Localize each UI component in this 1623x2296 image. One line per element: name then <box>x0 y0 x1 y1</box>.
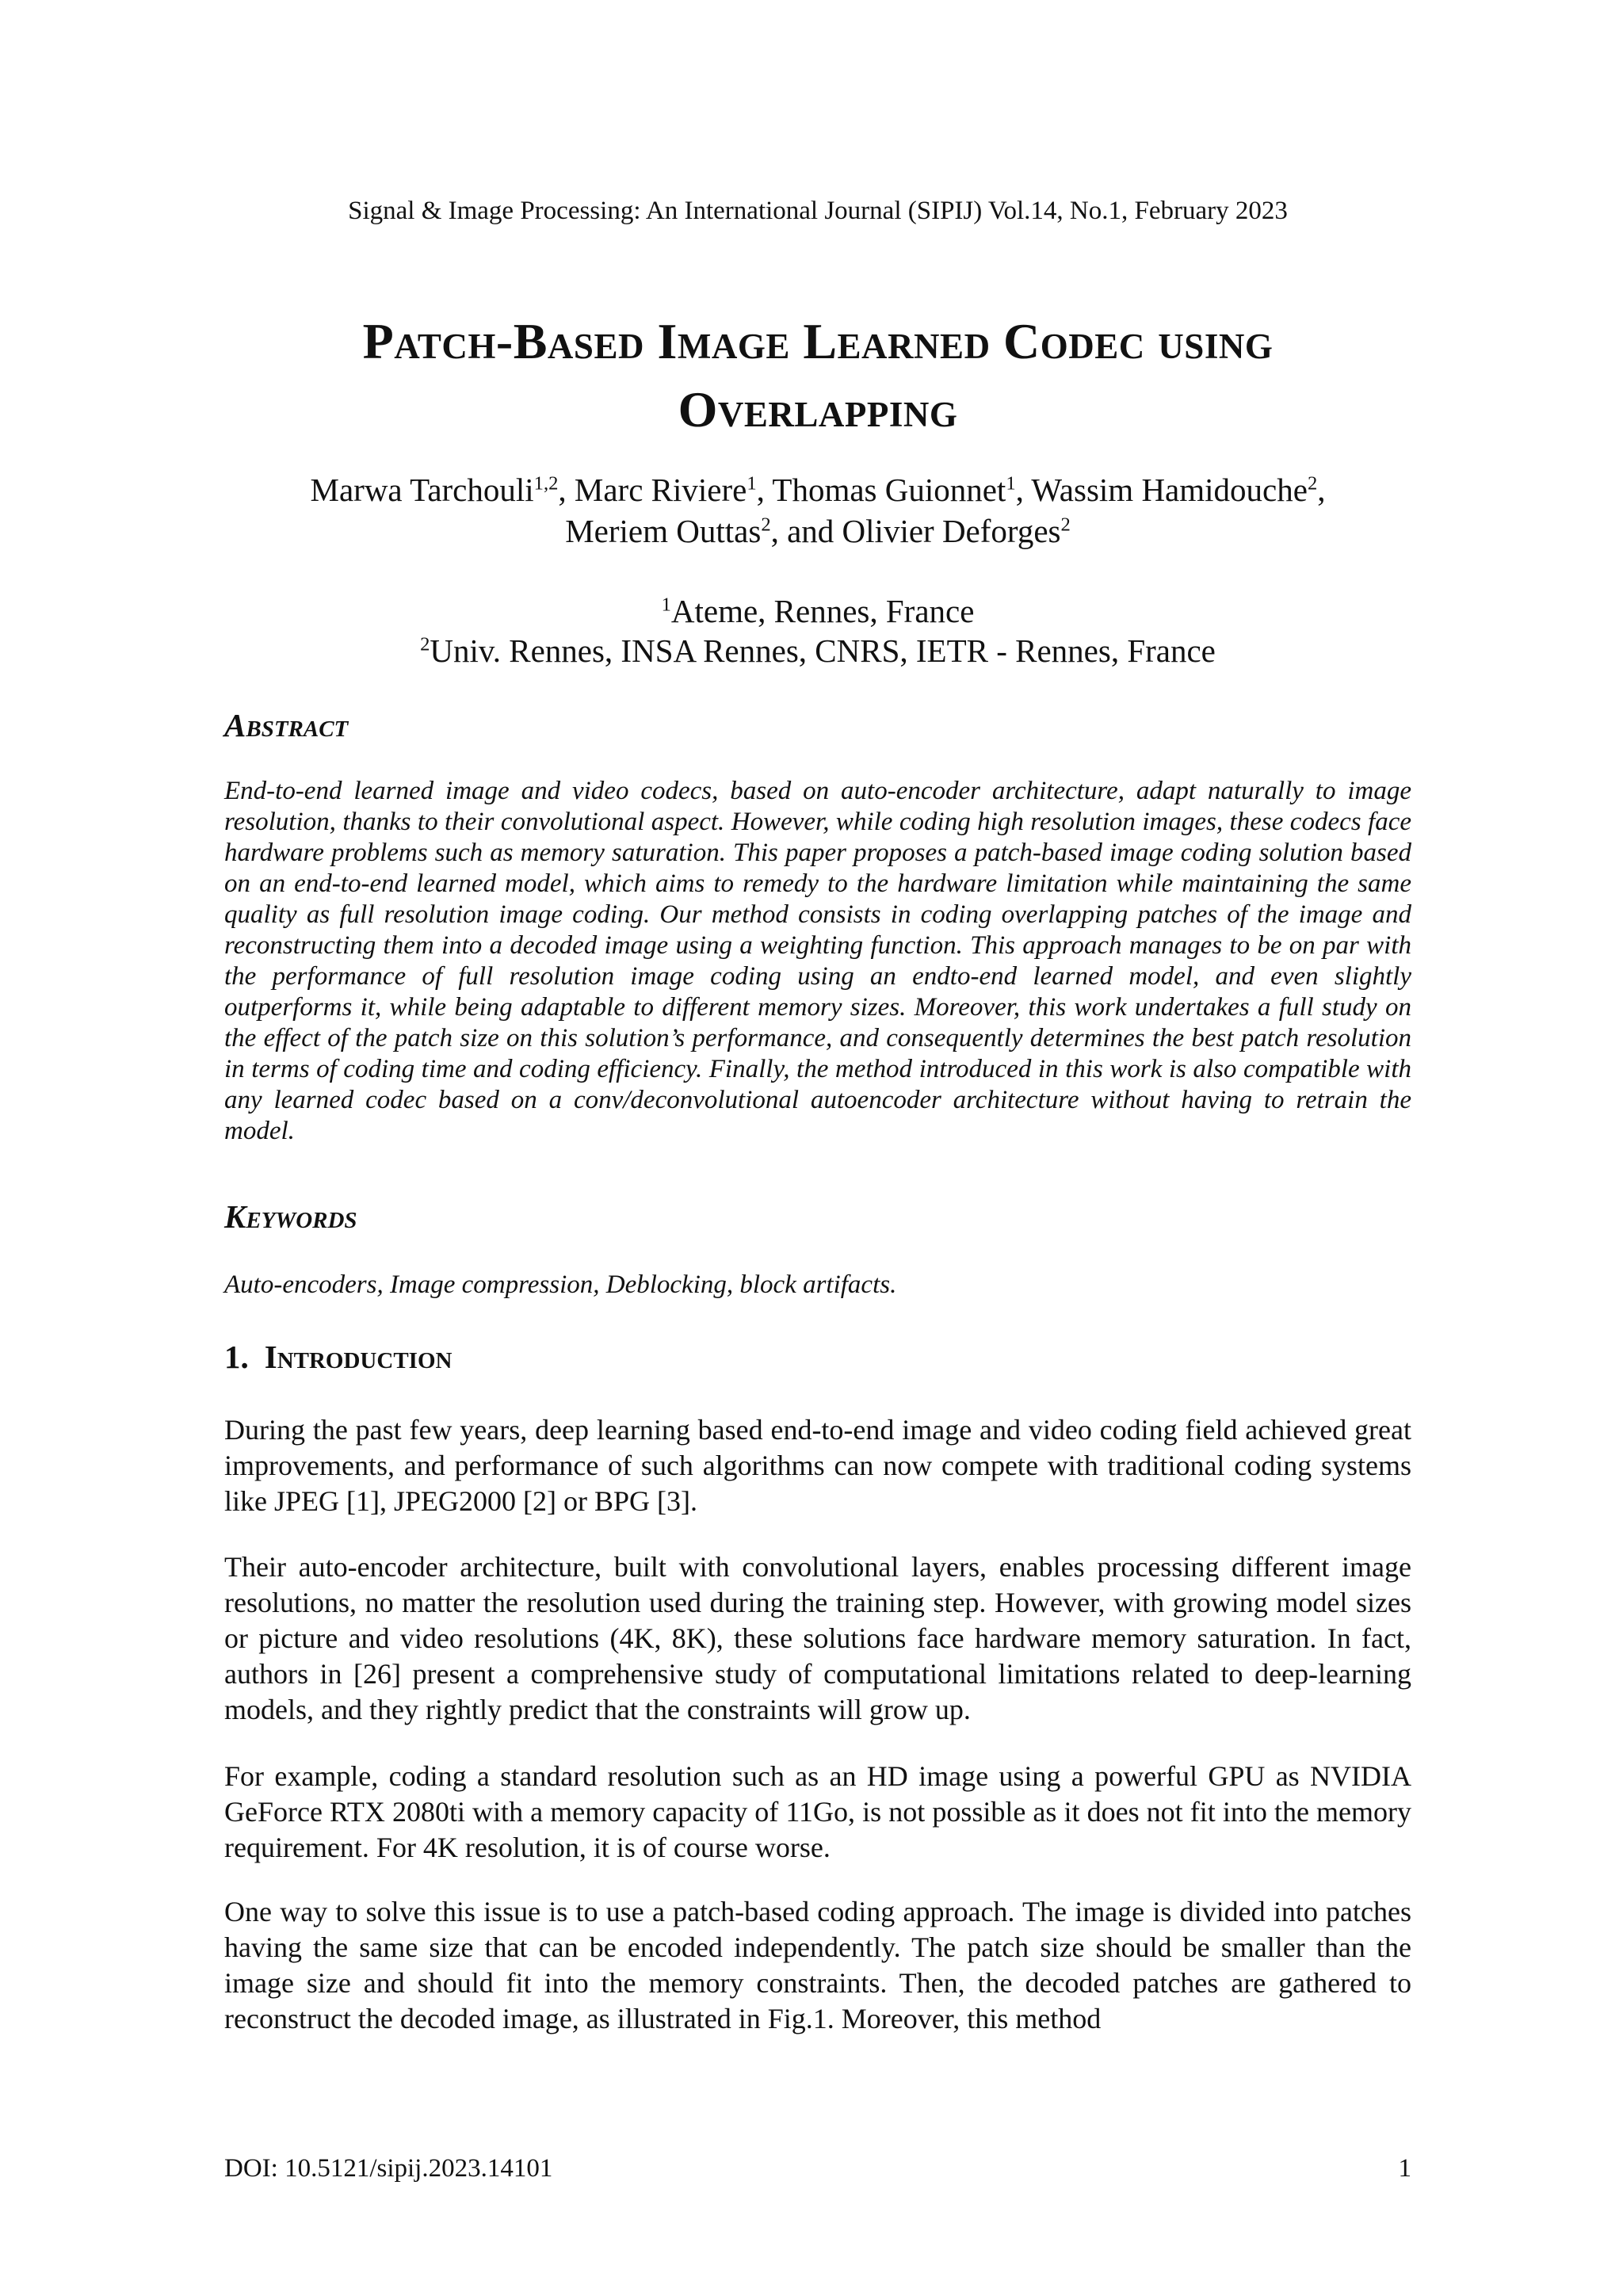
footer-doi: DOI: 10.5121/sipij.2023.14101 <box>224 2154 553 2183</box>
introduction-heading <box>224 1336 452 1377</box>
author-list <box>224 469 1411 552</box>
intro-paragraph-4: One way to solve this issue is to use a patch-based coding approach. The image is divided into patches having the same size that can be encoded independently. The patch size should be smaller than the image size and should fit into the memory constraints. Then, the decoded patches are gathered to reconstruct the decoded image, as illustrated in Fig.1. Moreover, this method <box>224 1896 1411 2034</box>
title-line-2: Overlapping <box>678 381 958 437</box>
author-separator: , <box>1317 472 1326 508</box>
author-affil-marker: 2 <box>1307 472 1318 495</box>
paper-page <box>224 0 1411 2296</box>
author-name: Marwa Tarchouli <box>310 472 534 508</box>
journal-header: Signal & Image Processing: An International Journal (SIPIJ) Vol.14, No.1, February 2023 <box>348 197 1288 225</box>
author-name: , and Olivier Deforges <box>770 513 1061 549</box>
affil-text: Univ. Rennes, INSA Rennes, CNRS, IETR - Rennes, France <box>430 632 1216 669</box>
keywords-text: Auto-encoders, Image compression, Deblocking, block artifacts. <box>224 1270 897 1299</box>
affiliation-1 <box>224 591 1411 631</box>
author-name: Meriem Outtas <box>565 513 762 549</box>
section-title: Introduction <box>264 1339 453 1375</box>
author-line-2 <box>224 510 1411 552</box>
author-affil-marker: 1 <box>747 472 757 495</box>
affil-marker: 2 <box>420 633 430 655</box>
affil-marker: 1 <box>661 594 671 616</box>
author-name: , Thomas Guionnet <box>756 472 1006 508</box>
intro-paragraph-2: Their auto-encoder architecture, built with convolutional layers, enables processing different image resolutions, no matter the resolution used during the training step. However, with growing model sizes or picture and video resolutions (4K, 8K), these solutions face hardware memory saturation. In fact, authors in [26] present a comprehensive study of computational limitations related to deep-learning models, and they rightly predict that the constraints will grow up. <box>224 1551 1411 1725</box>
affiliations <box>224 591 1411 670</box>
title-line-1: Patch-Based Image Learned Codec using <box>362 313 1274 369</box>
abstract-text: End-to-end learned image and video codecs, based on auto-encoder architecture, adapt naturally to image resolution, thanks to their convolutional aspect. However, while coding high resolution images, these codecs face hardware problems such as memory saturation. This paper proposes a patch-based image coding solution based on an end-to-end learned model, which aims to remedy to the hardware limitation while maintaining the same quality as full resolution image coding. Our method consists in coding overlapping patches of the image and reconstructing them into a decoded image using a weighting function. This approach manages to be on par with the performance of full resolution image coding using an endto-end learned model, and even slightly outperforms it, while being adaptable to different memory sizes. Moreover, this work undertakes a full study on the effect of the patch size on this solution’s performance, and consequently determines the best patch resolution in terms of coding time and coding efficiency. Finally, the method introduced in this work is also compatible with any learned codec based on a conv/deconvolutional autoencoder architecture without having to retrain the model. <box>224 777 1411 1145</box>
author-affil-marker: 2 <box>1060 514 1071 536</box>
author-line-1 <box>224 469 1411 510</box>
affiliation-2 <box>224 631 1411 670</box>
paper-title <box>224 308 1411 444</box>
page-number: 1 <box>1398 2154 1411 2183</box>
author-name: , Wassim Hamidouche <box>1015 472 1308 508</box>
section-number: 1. <box>224 1339 249 1375</box>
author-affil-marker: 1,2 <box>533 472 559 495</box>
intro-paragraph-1: During the past few years, deep learning based end-to-end image and video coding field achieved great improvements, and performance of such algorithms can now compete with traditional coding systems like JPEG [1], JPEG2000 [2] or BPG [3]. <box>224 1414 1411 1517</box>
abstract-heading: Abstract <box>224 707 349 743</box>
keywords-heading: Keywords <box>224 1198 357 1235</box>
affil-text: Ateme, Rennes, France <box>670 593 975 629</box>
author-affil-marker: 2 <box>761 514 771 536</box>
intro-paragraph-3: For example, coding a standard resolution such as an HD image using a powerful GPU as NVIDIA GeForce RTX 2080ti with a memory capacity of 11Go, is not possible as it does not fit into the memory requirement. For 4K resolution, it is of course worse. <box>224 1760 1411 1863</box>
author-affil-marker: 1 <box>1006 472 1016 495</box>
author-name: , Marc Riviere <box>558 472 747 508</box>
